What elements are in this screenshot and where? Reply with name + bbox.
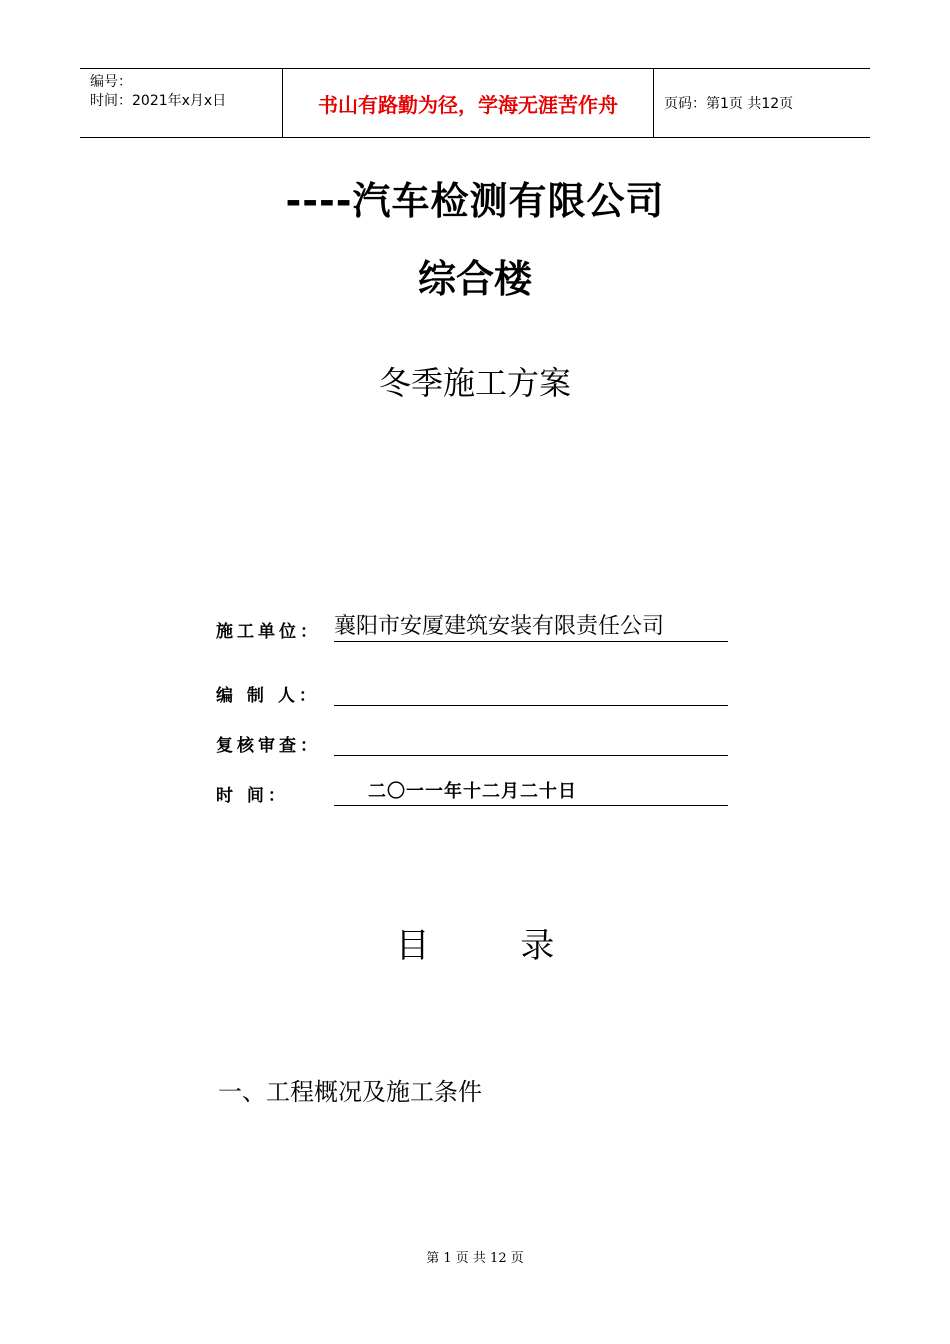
- document-number-label: 编号：: [90, 74, 132, 90]
- author-field: [216, 676, 326, 706]
- page-footer: 第 1 页 共 12 页: [426, 1251, 524, 1266]
- reviewer-field: [216, 726, 326, 756]
- document-time-label: 时间：2021年x月x日: [90, 93, 227, 109]
- author-underline: [334, 705, 728, 706]
- page-header: [80, 68, 870, 138]
- reviewer-label: 复核审查：: [216, 736, 321, 756]
- author-label: 编 制 人：: [216, 686, 320, 706]
- reviewer-underline: [334, 755, 728, 756]
- toc-item-1: 一、工程概况及施工条件: [218, 1078, 482, 1106]
- date-label: 时 间：: [216, 786, 289, 806]
- construction-unit-value: 襄阳市安厦建筑安装有限责任公司: [334, 614, 665, 639]
- date-underline: [334, 805, 728, 806]
- header-page-number: 页码：第1页 共12页: [664, 96, 794, 112]
- construction-unit-label: 施工单位：: [216, 622, 321, 642]
- date-value: 二〇一一年十二月二十日: [368, 781, 577, 802]
- document-type-title: 冬季施工方案: [378, 364, 571, 402]
- construction-unit-field: [216, 612, 665, 642]
- header-motto: 书山有路勤为径，学海无涯苦作舟: [282, 69, 654, 137]
- date-field: [216, 776, 577, 806]
- toc-heading: 目 录: [395, 926, 595, 966]
- company-title: ----汽车检测有限公司: [285, 179, 665, 223]
- header-info: [80, 69, 282, 137]
- building-title: 综合楼: [417, 257, 532, 301]
- construction-unit-underline: [334, 641, 728, 642]
